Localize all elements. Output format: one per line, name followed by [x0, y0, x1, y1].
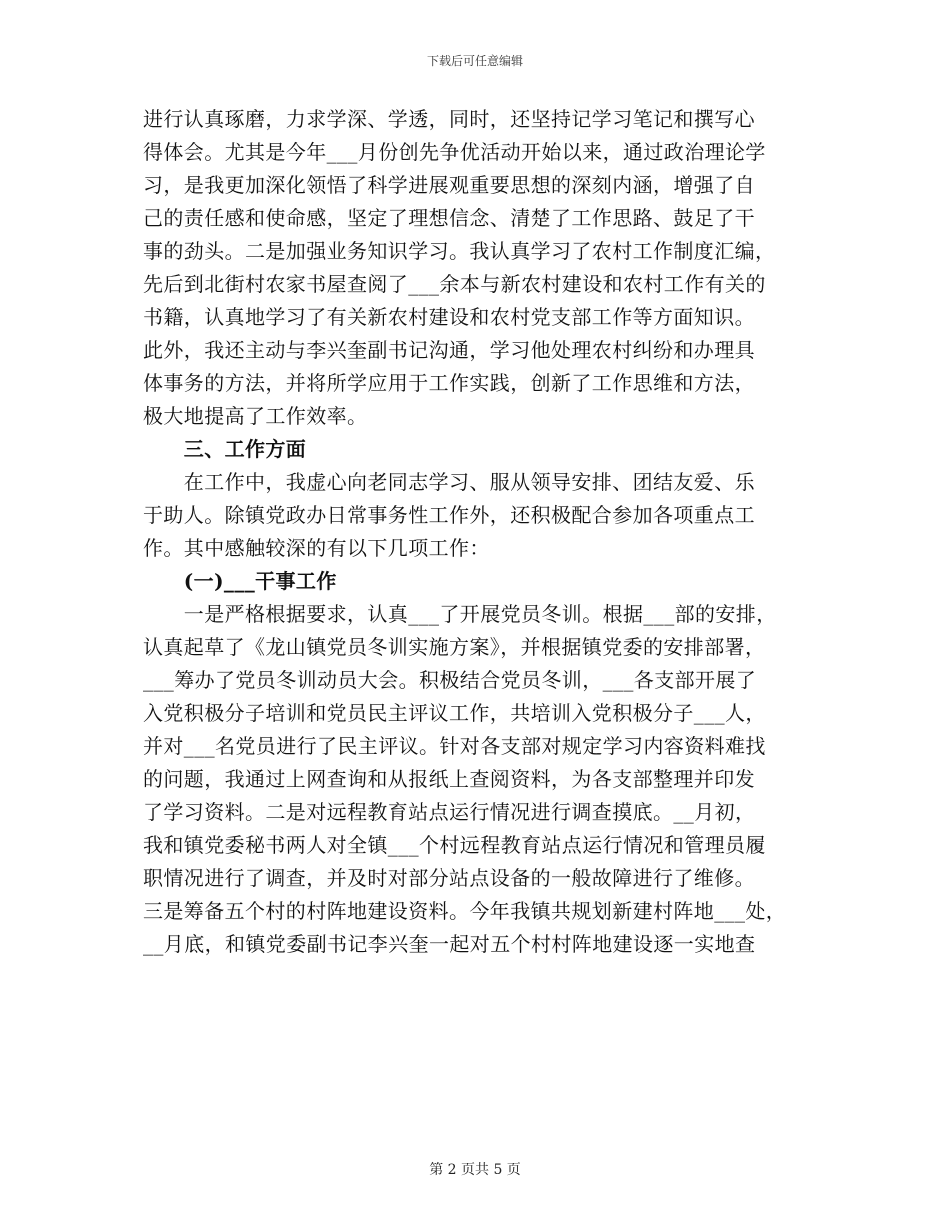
body-line: 三是筹备五个村的村阵地建设资料。今年我镇共规划新建村阵地___处， [143, 899, 787, 923]
body-line: 己的责任感和使命感，坚定了理想信念、清楚了工作思路、鼓足了干 [143, 206, 755, 230]
body-line: 体事务的方法，并将所学应用于工作实践，创新了工作思维和方法， [143, 371, 755, 395]
body-line: 极大地提高了工作效率。 [143, 404, 368, 428]
body-line: 在工作中，我虚心向老同志学习、服从领导安排、团结友爱、乐 [143, 470, 755, 494]
body-line: ___筹办了党员冬训动员大会。积极结合党员冬训，___各支部开展了 [143, 668, 757, 692]
body-line: 先后到北街村农家书屋查阅了___余本与新农村建设和农村工作有关的 [143, 272, 766, 296]
page-header-note: 下载后可任意编辑 [426, 54, 523, 68]
body-line: 习，是我更加深化领悟了科学进展观重要思想的深刻内涵，增强了自 [143, 173, 755, 197]
body-line: 书籍，认真地学习了有关新农村建设和农村党支部工作等方面知识。 [143, 305, 755, 329]
body-line: __月底，和镇党委副书记李兴奎一起对五个村村阵地建设逐一实地查 [143, 932, 756, 956]
body-line: 作。其中感触较深的有以下几项工作： [143, 536, 490, 560]
body-line: 此外，我还主动与李兴奎副书记沟通，学习他处理农村纠纷和办理具 [143, 338, 755, 362]
body-line: 并对___名党员进行了民主评议。针对各支部对规定学习内容资料难找 [143, 734, 766, 758]
body-line: 认真起草了《龙山镇党员冬训实施方案》，并根据镇党委的安排部署， [143, 635, 766, 659]
body-line: 得体会。尤其是今年___月份创先争优活动开始以来，通过政治理论学 [143, 140, 766, 164]
body-line: 事的劲头。二是加强业务知识学习。我认真学习了农村工作制度汇编， [143, 239, 776, 263]
document-body [143, 103, 813, 961]
subsection-heading-cadre-work: (一)___干事工作 [143, 569, 337, 593]
body-line: 一是严格根据要求，认真___了开展党员冬训。根据___部的安排， [143, 602, 777, 626]
body-line: 入党积极分子培训和党员民主评议工作，共培训入党积极分子___人， [143, 701, 766, 725]
body-line: 职情况进行了调查，并及时对部分站点设备的一般故障进行了维修。 [143, 866, 755, 890]
body-line: 于助人。除镇党政办日常事务性工作外，还积极配合参加各项重点工 [143, 503, 755, 527]
page-number-footer: 第 2 页共 5 页 [429, 1162, 521, 1178]
body-line: 进行认真琢磨，力求学深、学透，同时，还坚持记学习笔记和撰写心 [143, 107, 755, 131]
body-line: 的问题，我通过上网查询和从报纸上查阅资料，为各支部整理并印发 [143, 767, 755, 791]
section-heading-work: 三、工作方面 [143, 437, 307, 461]
body-line: 我和镇党委秘书两人对全镇___个村远程教育站点运行情况和管理员履 [143, 833, 766, 857]
body-line: 了学习资料。二是对远程教育站点运行情况进行调查摸底。__月初， [143, 800, 756, 824]
